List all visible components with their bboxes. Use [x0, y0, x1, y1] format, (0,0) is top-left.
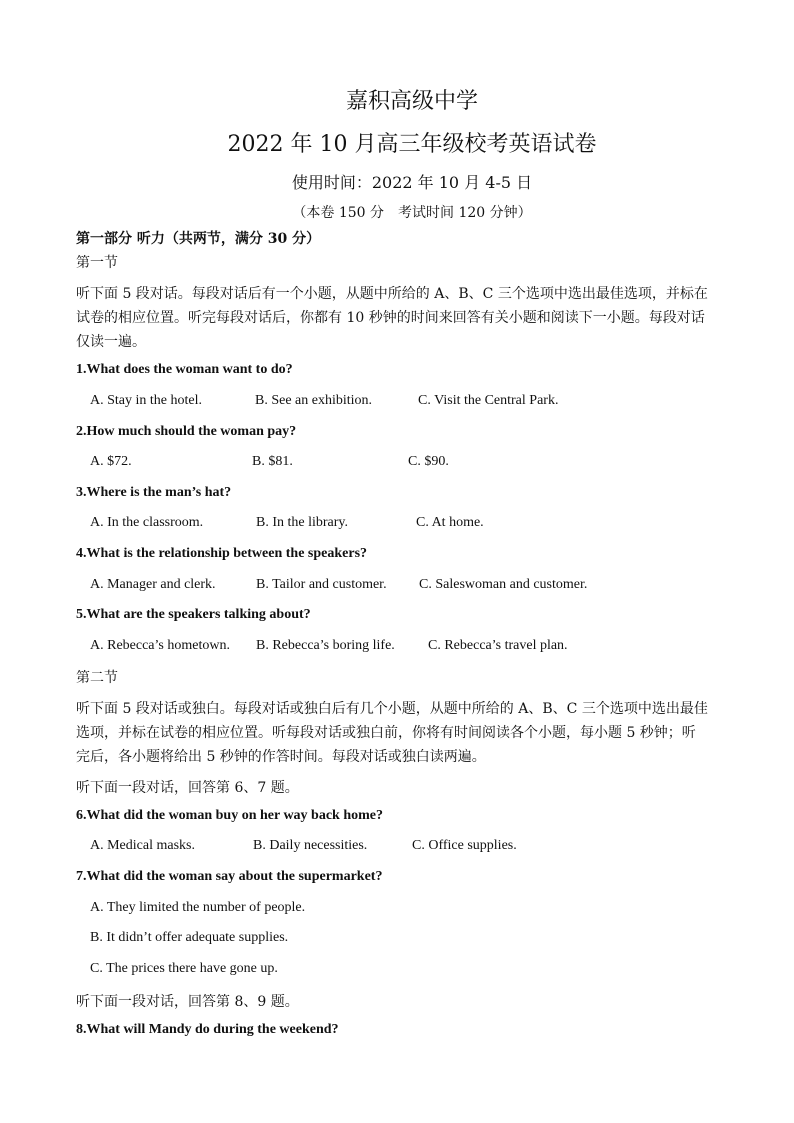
option-c: C. Saleswoman and customer. [419, 577, 588, 592]
question-3: 3.Where is the man’s hat? [76, 485, 232, 500]
dialogue-lead: 听下面一段对话，回答第 8、9 题。 [76, 994, 299, 1010]
option-a: A. They limited the number of people. [90, 900, 306, 915]
option-b: B. Rebecca’s boring life. [256, 638, 395, 653]
option-c: C. The prices there have gone up. [90, 961, 278, 976]
section2-instruction-line: 完后，各小题将给出 5 秒钟的作答时间。每段对话或独白读两遍。 [76, 749, 486, 765]
part1-title: 第一部分 听力（共两节，满分 30 分） [76, 231, 321, 247]
section1-instruction-line: 仅读一遍。 [76, 334, 146, 350]
score-line: （本卷 150 分 考试时间 120 分钟） [292, 205, 532, 221]
option-a: A. In the classroom. [90, 515, 204, 530]
question-2: 2.How much should the woman pay? [76, 424, 297, 439]
option-c: C. Rebecca’s travel plan. [428, 638, 568, 653]
option-b: B. It didn’t offer adequate supplies. [90, 930, 289, 945]
dialogue-lead: 听下面一段对话，回答第 6、7 题。 [76, 780, 299, 796]
option-b: B. $81. [252, 454, 293, 469]
section1-label: 第一节 [76, 255, 118, 271]
option-b: B. See an exhibition. [255, 393, 373, 408]
question-5: 5.What are the speakers talking about? [76, 607, 311, 622]
school-name: 嘉积高级中学 [345, 89, 478, 114]
date-line: 使用时间：2022 年 10 月 4-5 日 [291, 173, 533, 192]
option-c: C. Visit the Central Park. [418, 393, 559, 408]
option-a: A. Stay in the hotel. [90, 393, 202, 408]
question-8: 8.What will Mandy do during the weekend? [76, 1022, 339, 1037]
question-4: 4.What is the relationship between the speakers? [76, 546, 368, 561]
option-b: B. Daily necessities. [253, 838, 368, 853]
section2-instruction-line: 听下面 5 段对话或独白。每段对话或独白后有几个小题，从题中所给的 A、B、C 三个选项中选出最佳 [76, 701, 708, 717]
option-b: B. Tailor and customer. [256, 577, 387, 592]
option-b: B. In the library. [256, 515, 349, 530]
exam-title: 2022 年 10 月高三年级校考英语试卷 [227, 132, 597, 157]
section2-instruction-line: 选项，并标在试卷的相应位置。听每段对话或独白前，你将有时间阅读各个小题，每小题 5 秒钟；听 [76, 725, 696, 741]
section1-instruction-line: 听下面 5 段对话。每段对话后有一个小题，从题中所给的 A、B、C 三个选项中选出最佳选项，并标在 [76, 286, 708, 302]
option-a: A. $72. [90, 454, 132, 469]
question-1: 1.What does the woman want to do? [76, 362, 293, 377]
question-7: 7.What did the woman say about the supermarket? [76, 869, 383, 884]
option-a: A. Rebecca’s hometown. [90, 638, 230, 653]
option-a: A. Manager and clerk. [90, 577, 216, 592]
option-a: A. Medical masks. [90, 838, 195, 853]
section1-instruction-line: 试卷的相应位置。听完每段对话后，你都有 10 秒钟的时间来回答有关小题和阅读下一小题。每段对话 [76, 310, 705, 326]
question-6: 6.What did the woman buy on her way back home? [76, 808, 384, 823]
option-c: C. At home. [416, 515, 484, 530]
section2-label: 第二节 [76, 670, 118, 686]
option-c: C. Office supplies. [412, 838, 517, 853]
option-c: C. $90. [408, 454, 449, 469]
